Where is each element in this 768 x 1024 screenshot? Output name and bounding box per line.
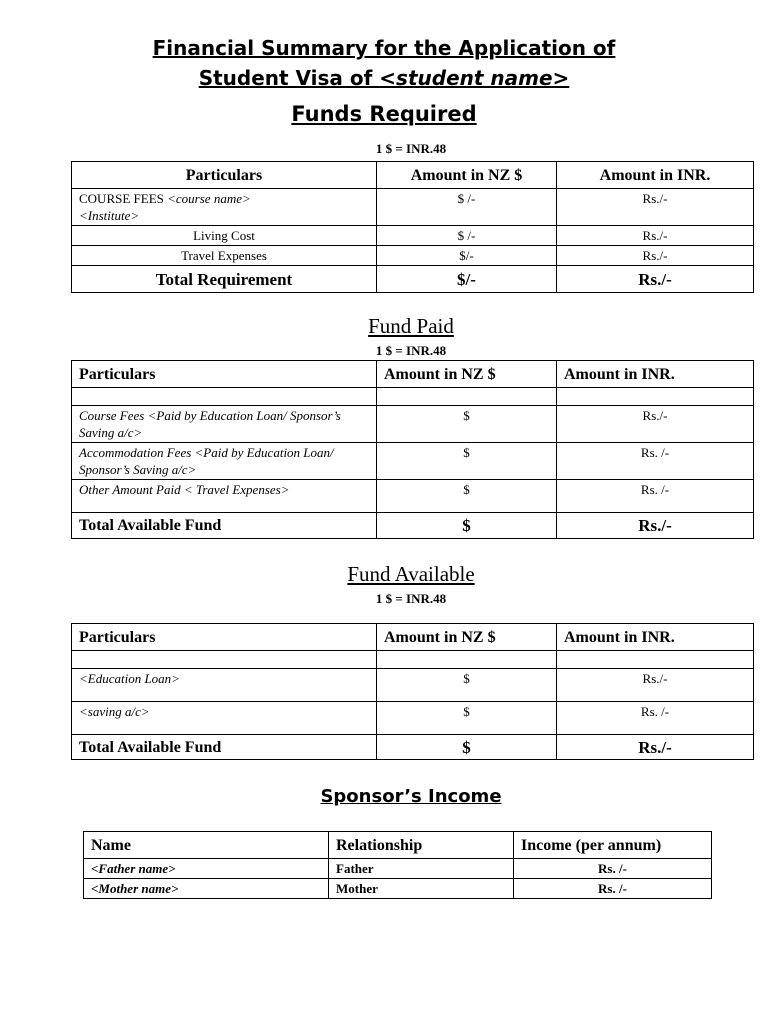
table-header-row bbox=[72, 624, 754, 651]
amount-inr-cell: Rs./- bbox=[557, 246, 754, 266]
column-header: Amount in NZ $ bbox=[377, 162, 557, 189]
amount-inr-cell: Rs./- bbox=[557, 669, 754, 702]
living-cost-label: Living Cost bbox=[72, 226, 377, 246]
fund-available-table bbox=[71, 623, 754, 760]
total-nz-cell: $/- bbox=[377, 266, 557, 293]
particular-label: <Education Loan> bbox=[72, 669, 377, 702]
particular-label: Other Amount Paid < Travel Expenses> bbox=[72, 480, 377, 513]
column-header: Amount in NZ $ bbox=[377, 361, 557, 388]
fund-available-heading: Fund Available bbox=[347, 562, 475, 586]
table-row bbox=[72, 443, 754, 480]
table-row bbox=[72, 406, 754, 443]
particular-label: <saving a/c> bbox=[72, 702, 377, 735]
exchange-rate-funds-required: 1 $ = INR.48 bbox=[375, 141, 447, 156]
column-header: Relationship bbox=[329, 832, 514, 859]
table-row bbox=[72, 189, 754, 226]
table-row bbox=[84, 859, 712, 879]
particular-label: Accommodation Fees <Paid by Education Loan/ Sponsor’s Saving a/c> bbox=[72, 443, 377, 480]
fund-paid-heading: Fund Paid bbox=[368, 314, 454, 338]
column-header: Amount in INR. bbox=[557, 162, 754, 189]
amount-nz-cell: $ bbox=[377, 669, 557, 702]
funds-required-heading: Funds Required bbox=[291, 102, 477, 126]
table-row bbox=[72, 702, 754, 735]
table-header-row bbox=[84, 832, 712, 859]
amount-nz-cell: $ /- bbox=[377, 226, 557, 246]
total-requirement-label: Total Requirement bbox=[72, 266, 377, 293]
table-row bbox=[72, 669, 754, 702]
course-fees-label: COURSE FEES bbox=[79, 191, 168, 206]
total-inr-cell: Rs./- bbox=[557, 513, 754, 539]
amount-nz-cell: $ /- bbox=[377, 189, 557, 226]
total-row bbox=[72, 735, 754, 760]
table-row bbox=[72, 246, 754, 266]
exchange-rate-fund-paid: 1 $ = INR.48 bbox=[375, 343, 447, 358]
spacer-row bbox=[72, 651, 754, 669]
total-nz-cell: $ bbox=[377, 513, 557, 539]
course-name-placeholder: <course name> bbox=[167, 191, 251, 206]
sponsor-income-table bbox=[83, 831, 712, 899]
exchange-rate-fund-available: 1 $ = INR.48 bbox=[375, 591, 447, 606]
table-header-row bbox=[72, 162, 754, 189]
total-available-fund-label: Total Available Fund bbox=[72, 735, 377, 760]
relationship-cell: Mother bbox=[329, 879, 514, 899]
relationship-cell: Father bbox=[329, 859, 514, 879]
column-header: Amount in NZ $ bbox=[377, 624, 557, 651]
column-header: Amount in INR. bbox=[557, 624, 754, 651]
sponsor-name-cell: <Father name> bbox=[84, 859, 329, 879]
spacer-row bbox=[72, 388, 754, 406]
amount-nz-cell: $ bbox=[377, 702, 557, 735]
document-title: Financial Summary for the Application of bbox=[152, 36, 616, 60]
table-row bbox=[84, 879, 712, 899]
table-row bbox=[72, 226, 754, 246]
funds-required-table bbox=[71, 161, 754, 293]
amount-nz-cell: $ bbox=[377, 480, 557, 513]
column-header: Particulars bbox=[72, 624, 377, 651]
amount-nz-cell: $ bbox=[377, 443, 557, 480]
income-cell: Rs. /- bbox=[514, 859, 712, 879]
amount-inr-cell: Rs. /- bbox=[557, 702, 754, 735]
amount-inr-cell: Rs./- bbox=[557, 189, 754, 226]
amount-inr-cell: Rs./- bbox=[557, 226, 754, 246]
amount-nz-cell: $/- bbox=[377, 246, 557, 266]
column-header: Particulars bbox=[72, 162, 377, 189]
sponsor-name-cell: <Mother name> bbox=[84, 879, 329, 899]
total-inr-cell: Rs./- bbox=[557, 735, 754, 760]
course-fees-cell bbox=[72, 189, 377, 226]
total-inr-cell: Rs./- bbox=[557, 266, 754, 293]
amount-inr-cell: Rs./- bbox=[557, 406, 754, 443]
amount-nz-cell: $ bbox=[377, 406, 557, 443]
table-header-row bbox=[72, 361, 754, 388]
institute-placeholder: <Institute> bbox=[79, 208, 140, 223]
column-header: Amount in INR. bbox=[557, 361, 754, 388]
student-name-placeholder: <student name> bbox=[379, 66, 570, 90]
column-header: Income (per annum) bbox=[514, 832, 712, 859]
total-available-fund-label: Total Available Fund bbox=[72, 513, 377, 539]
table-row bbox=[72, 480, 754, 513]
fund-paid-table bbox=[71, 360, 754, 539]
total-row bbox=[72, 513, 754, 539]
particular-label: Course Fees <Paid by Education Loan/ Sponsor’s Saving a/c> bbox=[72, 406, 377, 443]
column-header: Name bbox=[84, 832, 329, 859]
income-cell: Rs. /- bbox=[514, 879, 712, 899]
document-subtitle bbox=[0, 66, 768, 90]
travel-expenses-label: Travel Expenses bbox=[72, 246, 377, 266]
amount-inr-cell: Rs. /- bbox=[557, 480, 754, 513]
sponsor-income-heading: Sponsor’s Income bbox=[320, 786, 502, 807]
amount-inr-cell: Rs. /- bbox=[557, 443, 754, 480]
total-nz-cell: $ bbox=[377, 735, 557, 760]
subtitle-prefix: Student Visa of bbox=[198, 66, 380, 90]
total-row bbox=[72, 266, 754, 293]
column-header: Particulars bbox=[72, 361, 377, 388]
